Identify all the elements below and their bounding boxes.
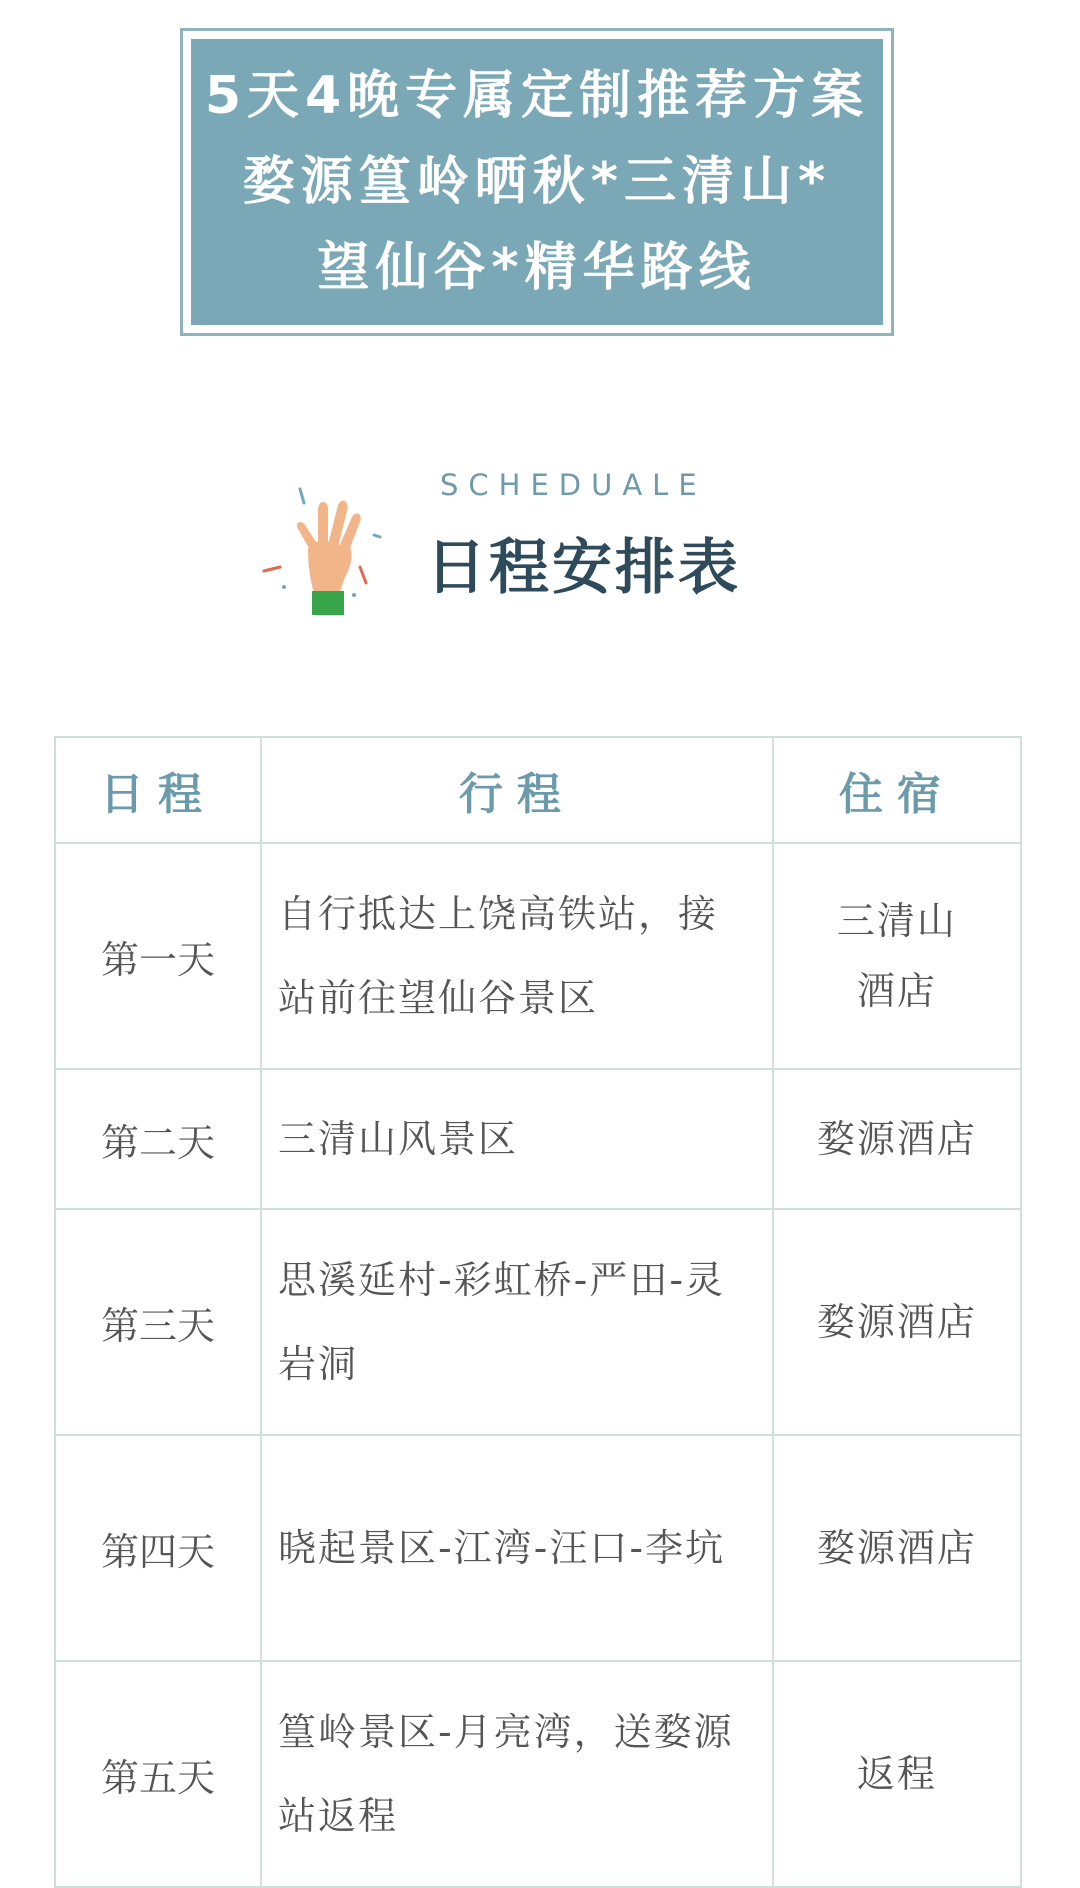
- table-row: [55, 843, 1021, 1069]
- day-cell: 第四天: [55, 1435, 261, 1661]
- header-stay: 住宿: [773, 737, 1021, 843]
- day-cell: 第二天: [55, 1069, 261, 1209]
- title-line-3: 望仙谷*精华路线: [317, 238, 757, 298]
- stay-text: 返程: [856, 1752, 937, 1796]
- day-cell: 第一天: [55, 843, 261, 1069]
- route-cell: 三清山风景区: [261, 1069, 773, 1209]
- title-line-1: 5天4晚专属定制推荐方案: [204, 66, 870, 126]
- table-row: [55, 1209, 1021, 1435]
- table-header-row: [55, 737, 1021, 843]
- stay-cell: [773, 843, 1021, 1069]
- stay-cell: [773, 1435, 1021, 1661]
- table-row: [55, 1661, 1021, 1887]
- header-route: 行程: [261, 737, 773, 843]
- title-banner: [180, 28, 894, 336]
- route-cell: 篁岭景区-月亮湾，送婺源站返程: [261, 1661, 773, 1887]
- route-cell: 自行抵达上饶高铁站，接站前往望仙谷景区: [261, 843, 773, 1069]
- title-inner: [191, 39, 883, 325]
- stay-text: 婺源酒店: [816, 1117, 977, 1161]
- title-line-2: 婺源篁岭晒秋*三清山*: [242, 152, 832, 212]
- section-title-cn: 日程安排表: [426, 533, 741, 603]
- route-cell: 思溪延村-彩虹桥-严田-灵岩洞: [261, 1209, 773, 1435]
- waving-hand-icon: [258, 487, 384, 617]
- table-row: [55, 1069, 1021, 1209]
- section-subtitle-en: SCHEDUALE: [440, 468, 707, 502]
- day-cell: 第三天: [55, 1209, 261, 1435]
- table-row: [55, 1435, 1021, 1661]
- stay-text: 婺源酒店: [816, 1300, 977, 1344]
- header-day: 日程: [55, 737, 261, 843]
- day-cell: 第五天: [55, 1661, 261, 1887]
- stay-cell: [773, 1069, 1021, 1209]
- schedule-table: [54, 736, 1022, 1888]
- route-cell: 晓起景区-江湾-汪口-李坑: [261, 1435, 773, 1661]
- stay-cell: [773, 1209, 1021, 1435]
- stay-cell: [773, 1661, 1021, 1887]
- stay-text: 三清山酒店: [836, 899, 957, 1013]
- stay-text: 婺源酒店: [816, 1526, 977, 1570]
